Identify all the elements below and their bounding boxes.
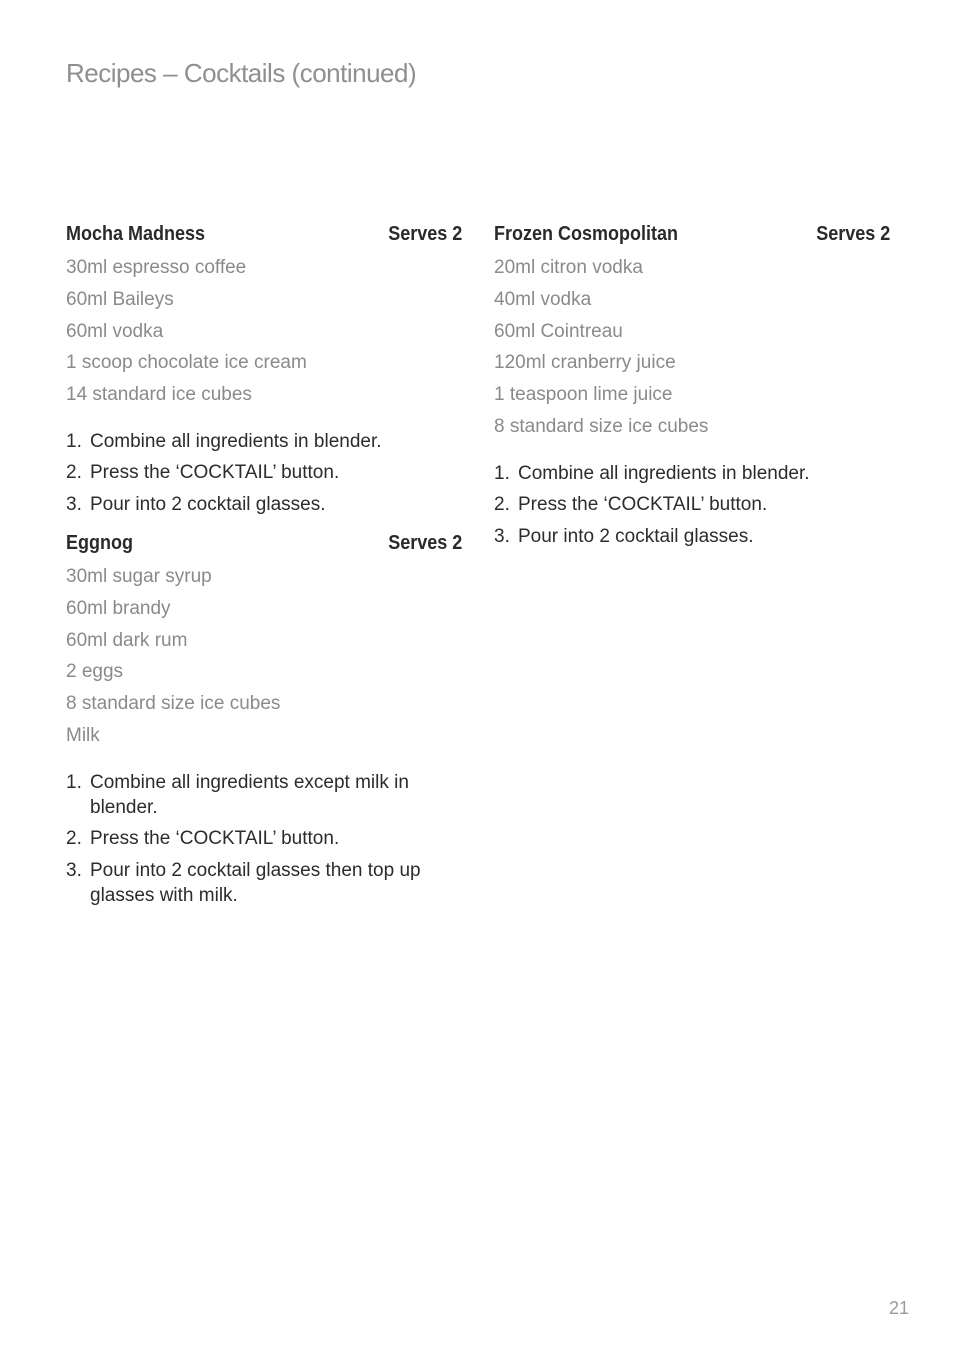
recipe-name: Mocha Madness [66, 223, 206, 245]
recipe-serves: Serves 2 [815, 223, 890, 245]
recipe-header [66, 527, 462, 559]
page-title: Recipes – Cocktails (continued) [66, 58, 417, 88]
ingredient-list [66, 561, 462, 752]
ingredient-item: Milk [66, 724, 100, 746]
step-text: Combine all ingredients in blender. [90, 430, 382, 452]
step-list [494, 461, 890, 549]
left-column [66, 218, 462, 918]
recipe-name: Frozen Cosmopolitan [494, 223, 679, 245]
recipe-header [494, 218, 890, 250]
step-item [494, 524, 890, 549]
step-number: 1. [66, 430, 82, 452]
step-text: Pour into 2 cocktail glasses. [518, 525, 754, 547]
ingredient-item: 1 teaspoon lime juice [494, 384, 673, 406]
step-number: 2. [494, 494, 510, 516]
ingredient-item: 8 standard size ice cubes [66, 693, 281, 715]
recipe-header [66, 218, 462, 250]
recipe-serves: Serves 2 [387, 223, 462, 245]
step-text: Press the ‘COCKTAIL’ button. [518, 494, 768, 516]
recipe-mocha-madness [66, 218, 462, 517]
step-list [66, 770, 462, 908]
step-text: Press the ‘COCKTAIL’ button. [90, 462, 340, 484]
ingredient-item: 14 standard ice cubes [66, 384, 252, 406]
ingredient-item: 1 scoop chocolate ice cream [66, 352, 307, 374]
step-number: 2. [66, 462, 82, 484]
recipe-eggnog [66, 527, 462, 908]
ingredient-item: 60ml Cointreau [494, 320, 623, 342]
step-item [66, 826, 462, 851]
step-text: Pour into 2 cocktail glasses. [90, 493, 326, 515]
right-column [494, 218, 890, 559]
ingredient-item: 30ml espresso coffee [66, 257, 247, 278]
ingredient-item: 60ml vodka [66, 320, 164, 342]
step-item [66, 770, 462, 820]
step-item [494, 492, 890, 517]
step-number: 1. [66, 771, 82, 793]
ingredient-item: 60ml dark rum [66, 629, 188, 651]
step-item [494, 461, 890, 486]
step-item [66, 429, 462, 454]
step-number: 2. [66, 828, 82, 850]
step-text: Combine all ingredients in blender. [518, 462, 810, 484]
ingredient-item: 60ml Baileys [66, 288, 174, 310]
ingredient-item: 40ml vodka [494, 288, 592, 310]
step-number: 3. [66, 859, 82, 881]
step-item [66, 460, 462, 485]
page-number: 21 [888, 1298, 909, 1318]
step-list [66, 429, 462, 517]
step-item [66, 492, 462, 517]
ingredient-list [494, 252, 890, 443]
recipe-serves: Serves 2 [387, 531, 462, 554]
ingredient-item: 2 eggs [66, 661, 124, 683]
ingredient-item: 60ml brandy [66, 597, 171, 619]
step-number: 3. [66, 493, 82, 515]
ingredient-item: 30ml sugar syrup [66, 565, 212, 587]
ingredient-item: 8 standard size ice cubes [494, 415, 709, 437]
step-item [66, 858, 462, 908]
ingredient-item: 120ml cranberry juice [494, 352, 676, 374]
ingredient-item: 20ml citron vodka [494, 257, 643, 278]
step-number: 1. [494, 462, 510, 484]
step-number: 3. [494, 525, 510, 547]
ingredient-list [66, 252, 462, 411]
step-text: Combine all ingredients except milk in blender. [90, 771, 409, 818]
step-text: Pour into 2 cocktail glasses then top up glasses with milk. [90, 859, 421, 906]
recipe-name: Eggnog [66, 531, 133, 554]
step-text: Press the ‘COCKTAIL’ button. [90, 828, 340, 850]
recipe-frozen-cosmopolitan [494, 218, 890, 549]
